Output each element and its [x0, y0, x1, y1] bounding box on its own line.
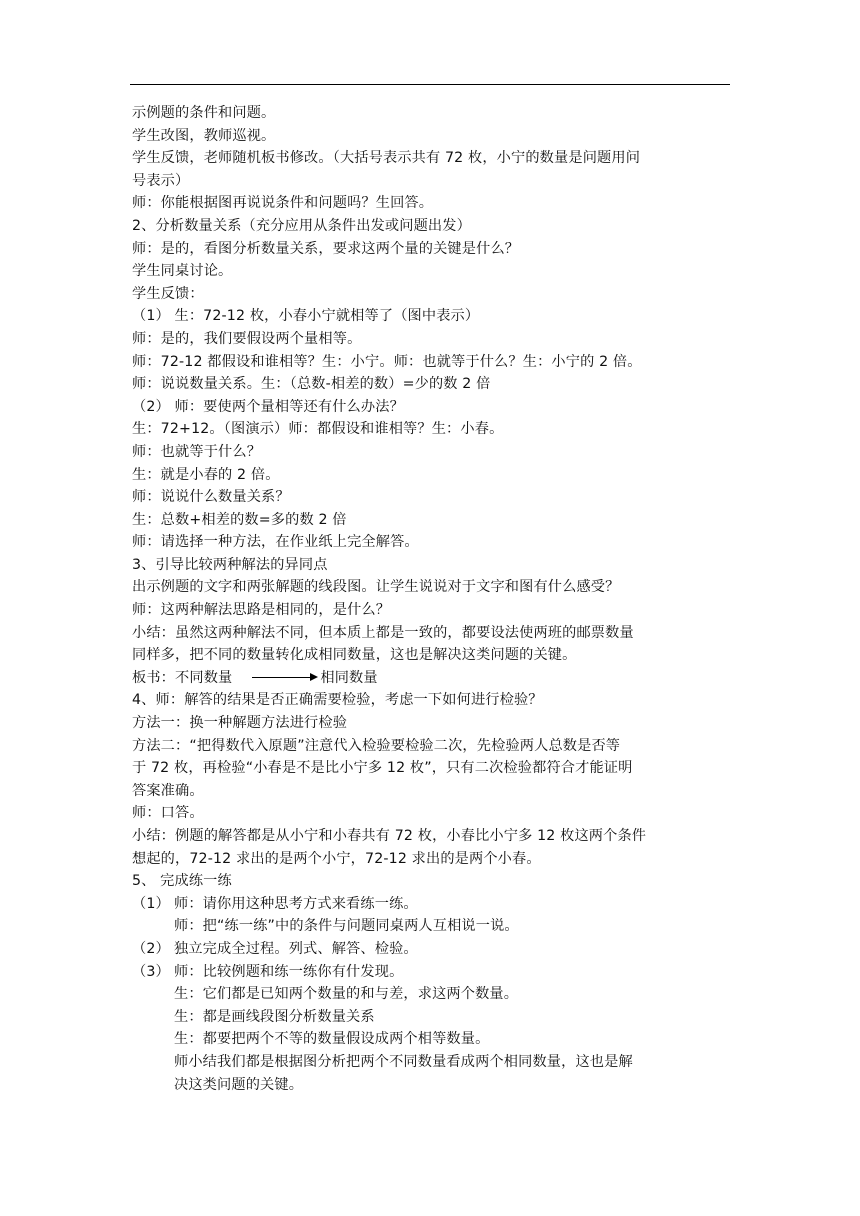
practice-item-number: （1）: [132, 895, 170, 912]
practice-item-text: 决这类问题的关键。: [174, 1076, 304, 1093]
practice-item-number: （3）: [132, 963, 170, 980]
practice-item-number: （2）: [132, 940, 170, 957]
text-line: 师：说说数量关系。生：（总数-相差的数）=少的数 2 倍: [132, 376, 491, 393]
text-line: 想起的，72-12 求出的是两个小宁，72-12 求出的是两个小春。: [132, 850, 541, 867]
section-heading-3: 3、引导比较两种解法的异同点: [132, 556, 328, 573]
practice-item-text: 生：它们都是已知两个数量的和与差，求这两个数量。: [174, 986, 519, 1003]
practice-item-text: 师：请你用这种思考方式来看练一练。: [174, 895, 418, 912]
text-line: 学生同桌讨论。: [132, 263, 233, 280]
text-line: 答案准确。: [132, 782, 204, 799]
practice-item-text: 师：比较例题和练一练你有什发现。: [174, 963, 404, 980]
practice-item-text: 生：都要把两个不等的数量假设成两个相等数量。: [174, 1031, 490, 1048]
text-line: 学生反馈：: [132, 285, 204, 302]
text-line: 生：总数+相差的数=多的数 2 倍: [132, 511, 347, 528]
practice-item: [132, 961, 732, 984]
document-body: [132, 102, 732, 1096]
text-line: 方法一：换一种解题方法进行检验: [132, 715, 348, 732]
practice-item-text: 生：都是画线段图分析数量关系: [174, 1008, 375, 1025]
header-rule: [130, 84, 730, 85]
text-line: 生：就是小春的 2 倍。: [132, 466, 280, 483]
text-line: 师：请选择一种方法，在作业纸上完全解答。: [132, 534, 419, 551]
text-line: 小结：例题的解答都是从小宁和小春共有 72 枚，小春比小宁多 12 枚这两个条件: [132, 828, 647, 844]
text-line: 于 72 枚，再检验“小春是不是比小宁多 12 枚”，只有二次检验都符合才能证明: [132, 760, 633, 777]
practice-item: [132, 983, 732, 1006]
text-line: 师：这两种解法思路是相同的，是什么？: [132, 602, 391, 619]
practice-item: [132, 915, 732, 938]
text-line: 师：也就等于什么？: [132, 443, 262, 460]
practice-item-text: 师小结我们都是根据图分析把两个不同数量看成两个相同数量，这也是解: [174, 1053, 633, 1070]
text-line: 师：你能根据图再说说条件和问题吗？生回答。: [132, 195, 434, 212]
practice-item: [132, 893, 732, 916]
text-line: （2） 师：要使两个量相等还有什么办法？: [132, 398, 404, 415]
text-line: 同样多，把不同的数量转化成相同数量，这也是解决这类问题的关键。: [132, 647, 577, 664]
text-line: 师：说说什么数量关系？: [132, 489, 290, 506]
practice-item: [132, 938, 732, 961]
text-line: 师：72-12 都假设和谁相等？生：小宁。师：也就等于什么？生：小宁的 2 倍。: [132, 353, 642, 370]
practice-item-text: 独立完成全过程。列式、解答、检验。: [174, 940, 418, 957]
section-heading-5: 5、 完成练一练: [132, 873, 232, 890]
text-line: 学生反馈，老师随机板书修改。（大括号表示共有 72 枚，小宁的数量是问题用问: [132, 150, 641, 167]
text-line: 示例题的条件和问题。: [132, 105, 276, 121]
text-line: 号表示）: [132, 172, 190, 189]
board-writing-line: [132, 667, 732, 690]
practice-item: [132, 1051, 732, 1074]
text-line: 师：口答。: [132, 805, 204, 822]
practice-item: [132, 1074, 732, 1097]
board-writing-prefix: 板书：不同数量: [132, 669, 233, 686]
text-line: 小结：虽然这两种解法不同，但本质上都是一致的，都要设法使两班的邮票数量: [132, 624, 634, 641]
section-heading-4: 4、师：解答的结果是否正确需要检验，考虑一下如何进行检验？: [132, 692, 543, 709]
practice-item: [132, 1006, 732, 1029]
text-line: （1） 生：72-12 枚，小春小宁就相等了（图中表示）: [132, 308, 480, 325]
text-line: 出示例题的文字和两张解题的线段图。让学生说说对于文字和图有什么感受？: [132, 579, 620, 596]
board-writing-suffix: 相同数量: [320, 669, 378, 686]
text-line: 生：72+12。（图演示）师：都假设和谁相等？生：小春。: [132, 421, 504, 438]
text-line: 方法二：“把得数代入原题”注意代入检验要检验二次，先检验两人总数是否等: [132, 737, 621, 754]
section-heading-2: 2、分析数量关系（充分应用从条件出发或问题出发）: [132, 217, 471, 234]
text-line: 师：是的，我们要假设两个量相等。: [132, 330, 362, 347]
text-line: 学生改图，教师巡视。: [132, 127, 276, 144]
right-arrow-icon: [252, 673, 318, 683]
practice-item-text: 师：把“练一练”中的条件与问题同桌两人互相说一说。: [174, 918, 519, 935]
practice-item: [132, 1028, 732, 1051]
text-line: 师：是的，看图分析数量关系，要求这两个量的关键是什么？: [132, 240, 520, 257]
